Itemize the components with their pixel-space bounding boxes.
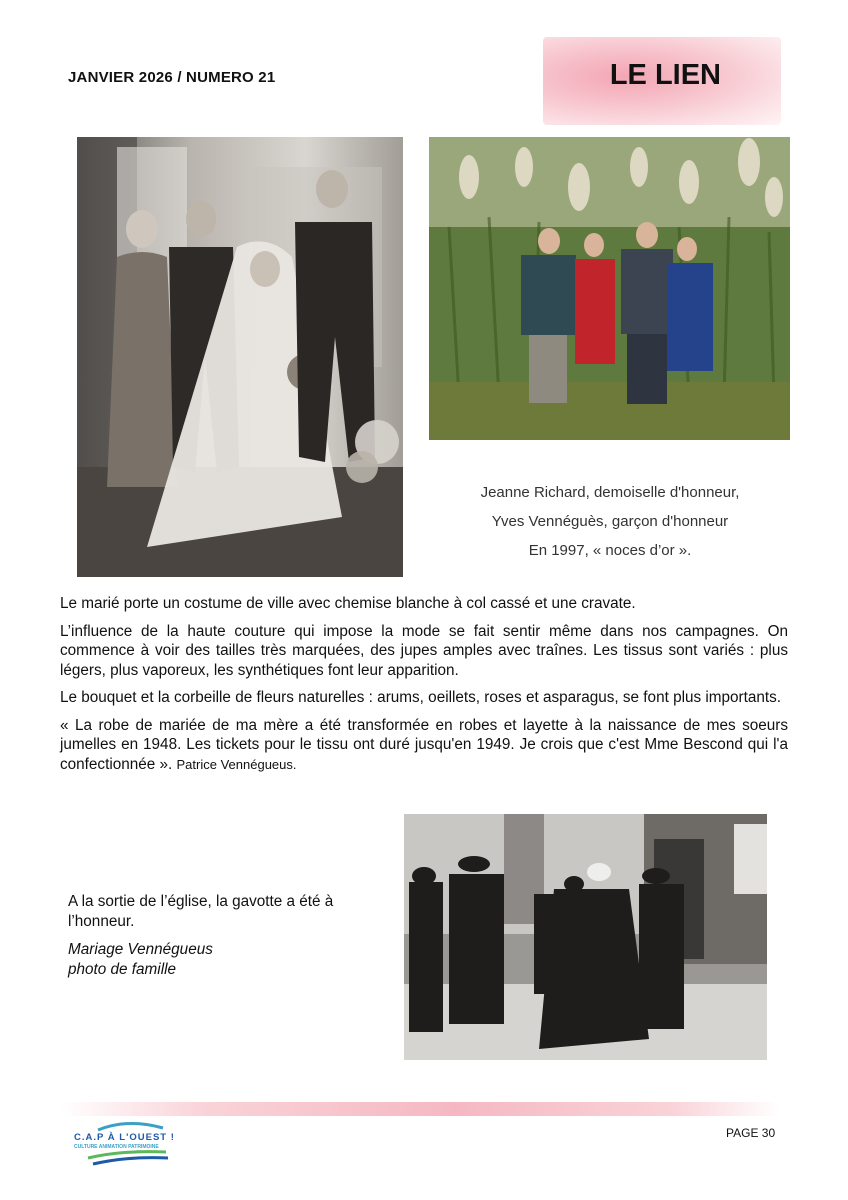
- footer-band: [60, 1102, 780, 1116]
- anniversary-caption: [430, 478, 790, 565]
- quote-text: « La robe de mariée de ma mère a été transformée en robes et layette à la naissance de mes soeurs jumelles en 1948. Les tickets pour le tissu ont duré jusqu'en 1949. Je crois que c'est Mme Bescond qui l'a confectionnée ».: [60, 716, 788, 773]
- logo-subtitle: CULTURE ANIMATION PATRIMOINE: [74, 1144, 159, 1150]
- golden-anniversary-photo: [429, 137, 790, 440]
- cap-a-louest-logo: [68, 1120, 178, 1170]
- gavotte-caption: [68, 892, 378, 980]
- paragraph: Le marié porte un costume de ville avec chemise blanche à col cassé et une cravate.: [60, 595, 636, 612]
- logo-text: C.A.P À L'OUEST !: [74, 1132, 175, 1143]
- gavotte-dance-photo: [404, 814, 767, 1060]
- page-number: PAGE 30: [726, 1126, 776, 1140]
- paragraph-quote: [60, 716, 788, 775]
- caption-credit: Mariage Vennégueus: [68, 941, 213, 958]
- wedding-portrait-photo: [77, 137, 403, 577]
- caption-credit: photo de famille: [68, 961, 176, 978]
- quote-author: Patrice Vennégueus.: [176, 756, 297, 772]
- paragraph: Le bouquet et la corbeille de fleurs naturelles : arums, oeillets, roses et asparagus, se font plus importants.: [60, 689, 782, 706]
- paragraph: L’influence de la haute couture qui impose la mode se fait sentir même dans nos campagnes. On commence à voir des tailles très marquées, des jupes amples avec traînes. Les tissus sont variés : plus légers, plus vaporeux, les synthétiques font leur apparition.: [60, 622, 788, 679]
- brand-title: LE LIEN: [609, 59, 721, 91]
- issue-label: JANVIER 2026 / NUMERO 21: [68, 69, 276, 86]
- caption-text: A la sortie de l’église, la gavotte a été à l’honneur.: [68, 893, 334, 930]
- brand-banner: [543, 37, 781, 125]
- caption-line: Jeanne Richard, demoiselle d'honneur,: [480, 484, 740, 501]
- caption-line: Yves Vennéguès, garçon d'honneur: [491, 513, 729, 530]
- article-body: [60, 594, 788, 782]
- caption-line: En 1997, « noces d’or ».: [528, 542, 692, 559]
